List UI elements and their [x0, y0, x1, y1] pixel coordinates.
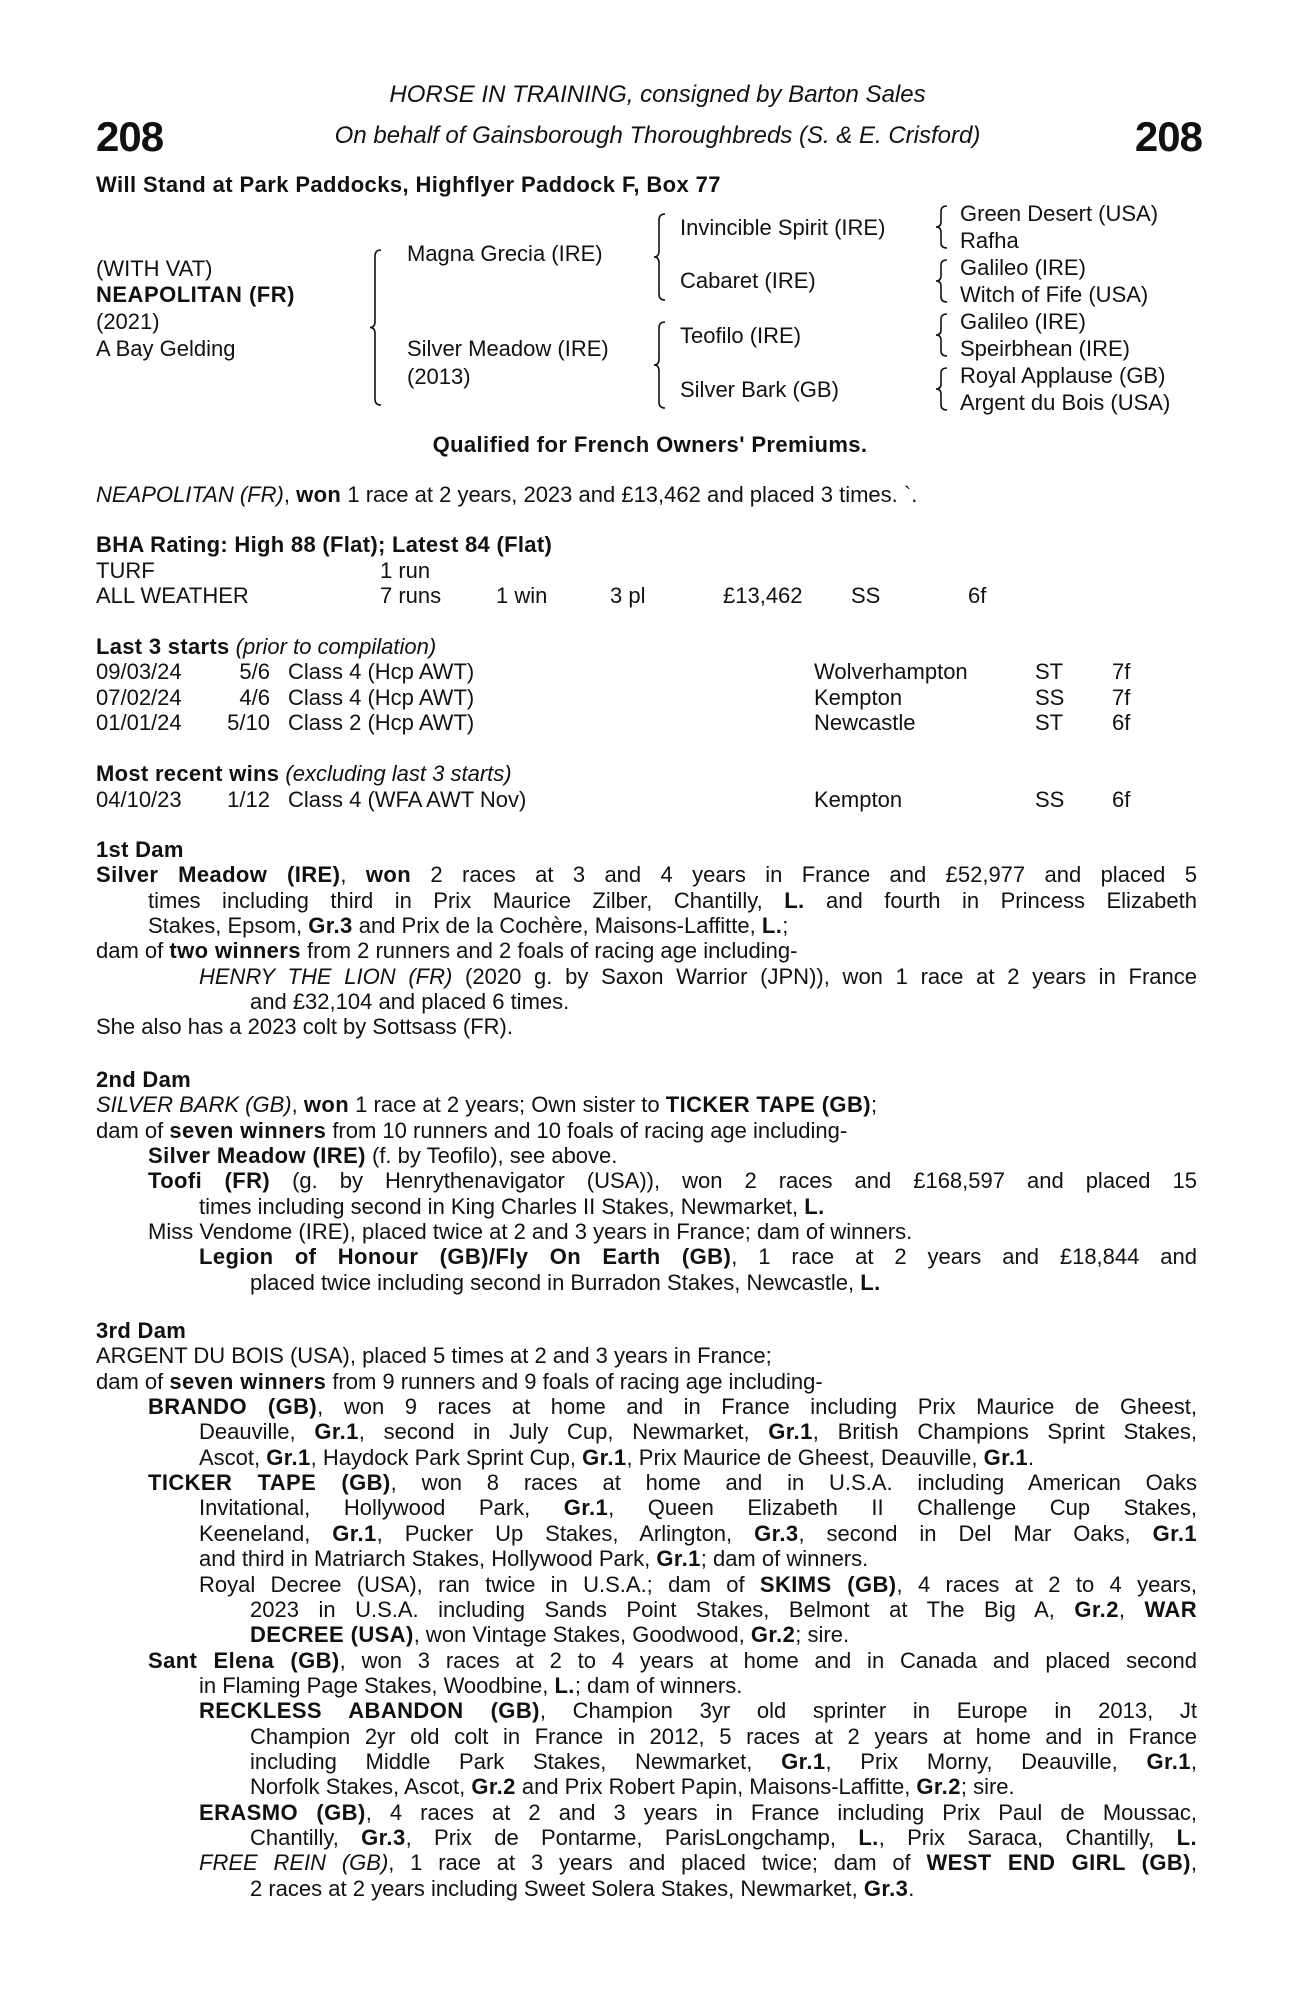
vat-status: (WITH VAT) [96, 256, 213, 281]
pedigree-gen3: Argent du Bois (USA) [960, 390, 1171, 415]
pedigree-line [250, 1597, 1197, 1622]
text: Chantilly, [250, 1825, 362, 1850]
brace-icon [936, 260, 948, 302]
pedigree-line [96, 1343, 772, 1368]
bold-text: WEST END GIRL (GB) [926, 1850, 1191, 1876]
bold-text: Gr.2 [916, 1774, 961, 1800]
race-going: SS [1035, 684, 1065, 710]
text: from 2 runners and 2 foals of racing age including- [300, 938, 798, 964]
text: Ascot, [199, 1444, 267, 1470]
bold-text: Gr.2 [750, 1622, 796, 1648]
race-venue: Wolverhampton [814, 659, 968, 684]
recent-wins-title: Most recent wins [96, 761, 280, 786]
bold-text: Gr.1 [563, 1495, 609, 1521]
text: , won 3 races at 2 to 4 years at home and in Canada and placed second [339, 1647, 1198, 1673]
pedigree-line [199, 1445, 1034, 1470]
race-class: Class 4 (WFA AWT Nov) [288, 787, 527, 812]
bold-text: Gr.1 [266, 1444, 311, 1470]
text: 2 races at 3 and 4 years in France and £52,977 and placed 5 [411, 862, 1197, 888]
pedigree-line [250, 1724, 1197, 1749]
race-distance: 7f [1112, 684, 1131, 710]
text: ; sire. [960, 1774, 1015, 1800]
bold-text: DECREE (USA) [250, 1622, 414, 1648]
lot-number-right: 208 [1134, 113, 1202, 160]
pedigree-dam-dam: Silver Bark (GB) [680, 377, 839, 402]
text: and £32,104 and placed 6 times. [250, 989, 570, 1015]
race-class: Class 2 (Hcp AWT) [288, 710, 475, 735]
bold-text: won [296, 482, 342, 507]
text: 1 race at 2 years; Own sister to [349, 1092, 666, 1118]
pedigree-line [250, 1825, 1197, 1850]
pedigree-gen3: Royal Applause (GB) [960, 363, 1166, 388]
pedigree-line [199, 1850, 1197, 1875]
text: Stakes, Epsom, [148, 913, 309, 939]
text: , [1190, 1850, 1197, 1876]
pedigree-sire-dam: Cabaret (IRE) [680, 268, 816, 293]
text: 2023 in U.S.A. including Sands Point Stakes, Belmont at The Big A, [250, 1596, 1075, 1622]
italic-text: HENRY THE LION (FR) [199, 963, 453, 989]
bold-text: L. [858, 1825, 879, 1850]
pedigree-line [250, 1774, 1015, 1799]
race-position: 1/12 [227, 787, 270, 812]
text: (g. by Henrythenavigator (USA)), won 2 races and £168,597 and placed 15 [270, 1168, 1197, 1194]
bold-text: Gr.1 [582, 1444, 627, 1470]
bold-text: Gr.1 [768, 1419, 813, 1445]
brace-icon [936, 368, 948, 410]
text: dam of [96, 1117, 170, 1143]
text: , 4 races at 2 to 4 years, [896, 1571, 1197, 1597]
text: (2020 g. by Saxon Warrior (JPN)), won 1 race at 2 years in France [452, 963, 1197, 989]
italic-text: FREE REIN (GB) [199, 1850, 389, 1876]
pedigree-line [148, 913, 788, 938]
pedigree-line [250, 1876, 914, 1901]
brace-icon [936, 314, 948, 356]
pedigree-gen3: Witch of Fife (USA) [960, 282, 1149, 307]
text: , second in Del Mar Oaks, [798, 1520, 1153, 1546]
text: , Queen Elizabeth II Challenge Cup Stakes, [608, 1495, 1198, 1521]
bold-text: Sant Elena (GB) [148, 1647, 340, 1673]
text: Keeneland, [199, 1520, 333, 1546]
qualified-note: Qualified for French Owners' Premiums. [432, 432, 868, 457]
pedigree-dam-sire: Teofilo (IRE) [680, 323, 802, 348]
bold-text: L. [1176, 1825, 1197, 1850]
last3-heading [96, 634, 436, 659]
bold-text: seven winners [169, 1368, 327, 1394]
bold-text: Gr.1 [332, 1520, 377, 1546]
race-distance: 6f [1112, 787, 1131, 812]
consignment-line: HORSE IN TRAINING, consigned by Barton Sales [389, 81, 926, 108]
text: Champion 2yr old colt in France in 2012, 5 races at 2 years at home and in France [250, 1723, 1197, 1749]
text: , [291, 1092, 304, 1118]
bold-text: Gr.1 [656, 1546, 701, 1572]
text: , Haydock Park Sprint Cup, [310, 1444, 583, 1470]
bold-text: won [303, 1092, 350, 1118]
text: dam of [96, 1368, 170, 1394]
pedigree-sire: Magna Grecia (IRE) [407, 241, 603, 266]
text: 2 races at 2 years including Sweet Solera Stakes, Newmarket, [250, 1875, 864, 1901]
pedigree-gen3: Galileo (IRE) [960, 255, 1086, 280]
text: , Prix Saraca, Chantilly, [878, 1825, 1177, 1850]
pedigree-line [148, 1470, 1197, 1495]
bold-text: SKIMS (GB) [759, 1571, 897, 1597]
text: , Prix Morny, Deauville, [825, 1748, 1147, 1774]
pedigree-line [199, 1495, 1197, 1520]
bold-text: Gr.1 [1152, 1520, 1197, 1546]
race-date: 04/10/23 [96, 787, 182, 812]
text: in Flaming Page Stakes, Woodbine, [199, 1672, 555, 1698]
pedigree-gen3: Rafha [960, 228, 1019, 253]
text: 1 race at 2 years, 2023 and £13,462 and placed 3 times. `. [341, 482, 918, 507]
pedigree-gen3: Speirbhean (IRE) [960, 336, 1130, 361]
text: Royal Decree (USA), ran twice in U.S.A.; dam of [199, 1571, 760, 1597]
text: and fourth in Princess Elizabeth [804, 887, 1197, 913]
bold-text: Gr.3 [308, 913, 353, 939]
wins: 1 win [496, 583, 548, 608]
pedigree-line [199, 1194, 825, 1219]
bold-text: RECKLESS ABANDON (GB) [199, 1698, 540, 1724]
pedigree-gen3: Galileo (IRE) [960, 309, 1086, 334]
bold-text: L. [804, 1193, 825, 1219]
bold-text: Gr.1 [983, 1444, 1029, 1470]
text: , [1190, 1748, 1197, 1774]
text: , won 9 races at home and in France including Prix Maurice de Gheest, [317, 1394, 1197, 1420]
pedigree-line [199, 1572, 1197, 1597]
pedigree-line [148, 1394, 1197, 1419]
brace-icon [936, 206, 948, 248]
pedigree-line [250, 1270, 881, 1295]
horse-name: NEAPOLITAN (FR) [96, 282, 295, 307]
race-position: 4/6 [239, 684, 270, 710]
italic-text: SILVER BARK (GB) [96, 1092, 292, 1118]
horse-year: (2021) [96, 309, 160, 334]
recent-wins-note: (excluding last 3 starts) [285, 761, 512, 786]
race-class: Class 4 (Hcp AWT) [288, 659, 475, 684]
pedigree-line [148, 1648, 1197, 1673]
pedigree-dam-year: (2013) [407, 364, 471, 389]
bold-text: Legion of Honour (GB)/Fly On Earth (GB) [199, 1244, 732, 1270]
bold-text: Gr.2 [1074, 1596, 1119, 1622]
text: placed twice including second in Burradon Stakes, Newcastle, [250, 1269, 861, 1295]
bold-text: TICKER TAPE (GB) [148, 1470, 391, 1496]
pedigree-line [250, 1749, 1197, 1774]
bold-text: Gr.3 [863, 1875, 909, 1901]
last3-title: Last 3 starts [96, 634, 230, 659]
bold-text: Gr.3 [754, 1520, 799, 1546]
text: and third in Matriarch Stakes, Hollywood Park, [199, 1546, 657, 1572]
pedigree-line [199, 1244, 1197, 1269]
race-class: Class 4 (Hcp AWT) [288, 684, 475, 710]
brace-icon [370, 250, 382, 405]
text: . [908, 1875, 915, 1901]
pedigree-dam: Silver Meadow (IRE) [407, 336, 609, 361]
text: and Prix de la Cochère, Maisons-Laffitte, [352, 913, 762, 939]
bold-text: ERASMO (GB) [199, 1799, 366, 1825]
pedigree-line [250, 1622, 849, 1647]
text: Invitational, Hollywood Park, [199, 1495, 564, 1521]
bold-text: BRANDO (GB) [148, 1394, 318, 1420]
pedigree-line [148, 1168, 1197, 1193]
bold-text: WAR [1144, 1596, 1197, 1622]
text: , Champion 3yr old sprinter in Europe in 2013, Jt [539, 1698, 1197, 1724]
text: , won 8 races at home and in U.S.A. including American Oaks [390, 1470, 1197, 1496]
places: 3 pl [610, 583, 646, 608]
bold-text: L. [784, 887, 805, 913]
text: including Middle Park Stakes, Newmarket, [250, 1748, 782, 1774]
pedigree-line [250, 989, 569, 1014]
bold-text: Gr.1 [1146, 1748, 1191, 1774]
on-behalf-line: On behalf of Gainsborough Thoroughbreds (S. & E. Crisford) [334, 122, 981, 149]
pedigree-gen3: Green Desert (USA) [960, 201, 1159, 226]
surface: TURF [96, 558, 155, 583]
text: from 9 runners and 9 foals of racing age including- [326, 1368, 823, 1394]
bold-text: Toofi (FR) [148, 1168, 271, 1194]
bold-text: TICKER TAPE (GB) [665, 1092, 871, 1118]
text: ; dam of winners. [700, 1546, 869, 1572]
text: , 4 races at 2 and 3 years in France including Prix Paul de Moussac, [365, 1799, 1197, 1825]
text: ; [782, 913, 789, 939]
bold-text: Gr.3 [361, 1825, 406, 1850]
bold-text: Silver Meadow (IRE) [148, 1143, 366, 1169]
text: , second in July Cup, Newmarket, [358, 1419, 769, 1445]
text: Miss Vendome (IRE), placed twice at 2 and 3 years in France; dam of winners. [148, 1219, 913, 1245]
text: , 1 race at 2 years and £18,844 and [731, 1244, 1198, 1270]
stand-location: Will Stand at Park Paddocks, Highflyer Paddock F, Box 77 [96, 172, 721, 197]
dam-heading: 2nd Dam [96, 1067, 192, 1092]
pedigree-line [199, 964, 1197, 989]
text: and Prix Robert Papin, Maisons-Laffitte, [515, 1774, 917, 1800]
bold-text: Gr.1 [781, 1748, 826, 1774]
race-venue: Kempton [814, 787, 903, 812]
text: , [283, 482, 297, 507]
dam-heading: 3rd Dam [96, 1318, 187, 1343]
text: ARGENT DU BOIS (USA), placed 5 times at 2 and 3 years in France; [96, 1343, 772, 1369]
horse-description: A Bay Gelding [96, 336, 236, 361]
pedigree-line [199, 1546, 868, 1571]
prize-money: £13,462 [723, 583, 803, 608]
pedigree-line [96, 938, 797, 963]
pedigree-line [199, 1521, 1197, 1546]
race-position: 5/10 [227, 710, 270, 735]
italic-text: NEAPOLITAN (FR) [96, 482, 284, 507]
text: , Prix de Pontarme, ParisLongchamp, [405, 1825, 859, 1850]
brace-icon [654, 322, 666, 408]
pedigree-line [96, 1369, 823, 1394]
text: , Prix Maurice de Gheest, Deauville, [626, 1444, 984, 1470]
text: times including second in King Charles II Stakes, Newmarket, [199, 1193, 805, 1219]
race-position: 5/6 [239, 659, 270, 684]
runs: 7 runs [380, 583, 442, 608]
pedigree-line [148, 1219, 912, 1244]
surface: ALL WEATHER [96, 583, 249, 608]
race-date: 07/02/24 [96, 684, 182, 710]
text: ; [870, 1092, 878, 1118]
race-distance: 6f [1112, 710, 1131, 735]
text: dam of [96, 938, 170, 964]
pedigree-line [96, 862, 1197, 887]
text: Deauville, [199, 1419, 315, 1445]
pedigree-line [148, 888, 1197, 913]
distance: 6f [968, 583, 987, 608]
text: ; dam of winners. [574, 1672, 743, 1698]
bold-text: Silver Meadow (IRE) [96, 862, 341, 888]
race-distance: 7f [1112, 659, 1131, 684]
text: , Pucker Up Stakes, Arlington, [376, 1520, 755, 1546]
race-going: ST [1035, 659, 1064, 684]
text: She also has a 2023 colt by Sottsass (FR). [96, 1014, 513, 1040]
pedigree-line [199, 1800, 1197, 1825]
text: . [1028, 1444, 1035, 1470]
race-date: 01/01/24 [96, 710, 182, 735]
brace-icon [654, 214, 666, 300]
text: , British Champions Sprint Stakes, [812, 1419, 1197, 1445]
pedigree-line [96, 1014, 513, 1039]
recent-wins-heading [96, 761, 512, 786]
bold-text: L. [554, 1672, 575, 1698]
text: , [1118, 1596, 1145, 1622]
dam-heading: 1st Dam [96, 837, 184, 862]
race-going: SS [1035, 787, 1065, 812]
race-going: ST [1035, 710, 1064, 735]
going: SS [851, 583, 881, 608]
text: , 1 race at 3 years and placed twice; dam of [388, 1850, 927, 1876]
bold-text: seven winners [169, 1117, 327, 1143]
pedigree-line [199, 1698, 1197, 1723]
runs: 1 run [380, 558, 431, 583]
text: , won Vintage Stakes, Goodwood, [413, 1622, 751, 1648]
text: from 10 runners and 10 foals of racing age including- [326, 1117, 848, 1143]
pedigree-line [96, 1118, 847, 1143]
bold-text: Gr.1 [314, 1419, 359, 1445]
bold-text: two winners [169, 938, 301, 964]
text: , [340, 862, 366, 888]
bold-text: Gr.2 [471, 1774, 516, 1800]
race-summary [96, 482, 917, 507]
bha-rating: BHA Rating: High 88 (Flat); Latest 84 (Flat) [96, 532, 553, 557]
pedigree-line [148, 1143, 617, 1168]
text: ; sire. [795, 1622, 850, 1648]
pedigree-line [96, 1092, 877, 1117]
race-venue: Kempton [814, 684, 903, 710]
bold-text: won [365, 862, 412, 888]
lot-number-left: 208 [96, 113, 164, 160]
pedigree-sire-sire: Invincible Spirit (IRE) [680, 215, 886, 240]
pedigree-line [199, 1673, 742, 1698]
text: times including third in Prix Maurice Zilber, Chantilly, [148, 887, 785, 913]
race-venue: Newcastle [814, 710, 916, 735]
text: (f. by Teofilo), see above. [365, 1143, 618, 1169]
last3-note: (prior to compilation) [235, 634, 437, 659]
pedigree-line [199, 1419, 1197, 1444]
race-date: 09/03/24 [96, 659, 182, 684]
bold-text: L. [761, 913, 783, 939]
bold-text: L. [860, 1269, 881, 1295]
text: Norfolk Stakes, Ascot, [250, 1774, 472, 1800]
